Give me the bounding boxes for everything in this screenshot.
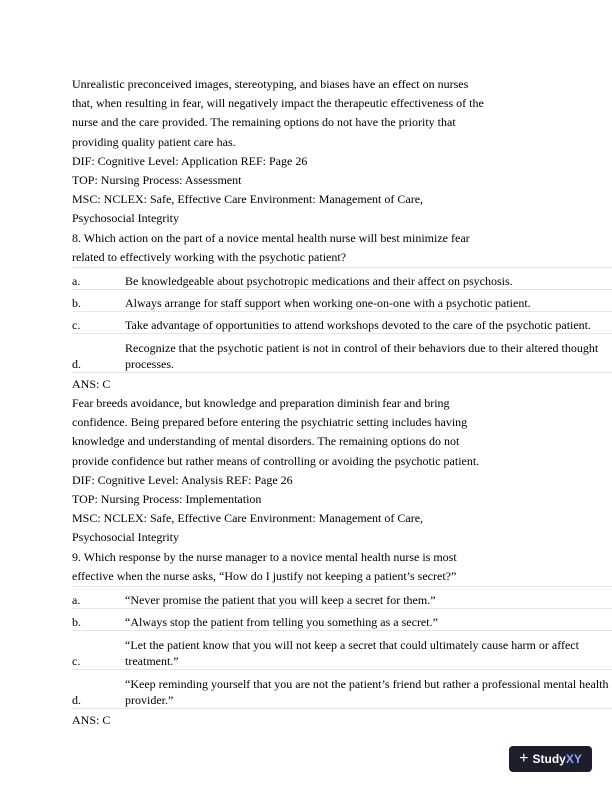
rationale-line: Fear breeds avoidance, but knowledge and preparation diminish fear and bring [72,396,450,411]
question-9-options [72,586,612,709]
option-letter: d. [72,333,125,372]
option-row [72,289,612,311]
option-letter: b. [72,289,125,311]
studyxy-badge[interactable] [509,746,592,772]
answer-line: ANS: C [72,376,111,391]
question-9-stem-cont: effective when the nurse asks, “How do I justify not keeping a patient’s secret?” [72,568,457,583]
rationale-line: confidence. Being prepared before entering the psychiatric setting includes having [72,415,468,430]
option-letter: c. [72,311,125,333]
option-row [72,586,612,608]
question-8-stem-cont: related to effectively working with the psychotic patient? [72,249,347,264]
question-8-options [72,267,612,373]
question-9-stem: 9. Which response by the nurse manager to a novice mental health nurse is most [72,549,457,564]
option-text-line: provider.” [125,692,174,707]
option-letter: d. [72,669,125,708]
dif-line: DIF: Cognitive Level: Application REF: Page 26 [72,153,308,168]
answer-line: ANS: C [72,712,111,727]
plus-sparkle-icon: + [519,750,529,767]
option-text [125,333,612,372]
rationale-line: that, when resulting in fear, will negatively impact the therapeutic effectiveness of the [72,96,484,111]
rationale-line: knowledge and understanding of mental disorders. The remaining options do not [72,434,460,449]
msc-line-cont: Psychosocial Integrity [72,530,179,545]
option-text: Always arrange for staff support when working one-on-one with a psychotic patient. [125,289,612,311]
msc-line: MSC: NCLEX: Safe, Effective Care Environment: Management of Care, [72,511,424,526]
option-text-line: Recognize that the psychotic patient is not in control of their behaviors due to their altered thought [125,340,599,355]
option-letter: b. [72,608,125,630]
option-text-line: “Keep reminding yourself that you are not the patient’s friend but rather a professional mental health [125,676,609,691]
question-8-stem: 8. Which action on the part of a novice mental health nurse will best minimize fear [72,230,470,245]
option-letter: c. [72,630,125,669]
option-row [72,630,612,669]
option-text: “Never promise the patient that you will keep a secret for them.” [125,586,612,608]
brand-accent: XY [565,752,582,766]
option-row [72,311,612,333]
brand-name: Study [532,752,566,766]
msc-line-cont: Psychosocial Integrity [72,211,179,226]
option-row [72,333,612,372]
option-row [72,669,612,708]
msc-line: MSC: NCLEX: Safe, Effective Care Environment: Management of Care, [72,192,424,207]
top-line: TOP: Nursing Process: Implementation [72,492,262,506]
rationale-line: nurse and the care provided. The remaining options do not have the priority that [72,115,456,130]
document-page [72,75,612,730]
option-row [72,267,612,289]
rationale-line: provide confidence but rather means of controlling or avoiding the psychotic patient. [72,453,480,468]
option-text [125,630,612,669]
option-letter: a. [72,267,125,289]
option-row [72,608,612,630]
option-letter: a. [72,586,125,608]
option-text: “Always stop the patient from telling you something as a secret.” [125,608,612,630]
option-text: Take advantage of opportunities to attend workshops devoted to the care of the psychotic patient. [125,311,612,333]
top-line: TOP: Nursing Process: Assessment [72,172,242,187]
rationale-line: providing quality patient care has. [72,134,236,149]
dif-line: DIF: Cognitive Level: Analysis REF: Page 26 [72,472,293,487]
option-text-line: “Let the patient know that you will not keep a secret that could ultimately cause harm or affect [125,637,579,652]
rationale-line: Unrealistic preconceived images, stereotyping, and biases have an effect on nurses [72,77,469,91]
option-text-line: treatment.” [125,653,179,668]
option-text-line: processes. [125,356,174,371]
option-text [125,669,612,708]
option-text: Be knowledgeable about psychotropic medications and their affect on psychosis. [125,267,612,289]
